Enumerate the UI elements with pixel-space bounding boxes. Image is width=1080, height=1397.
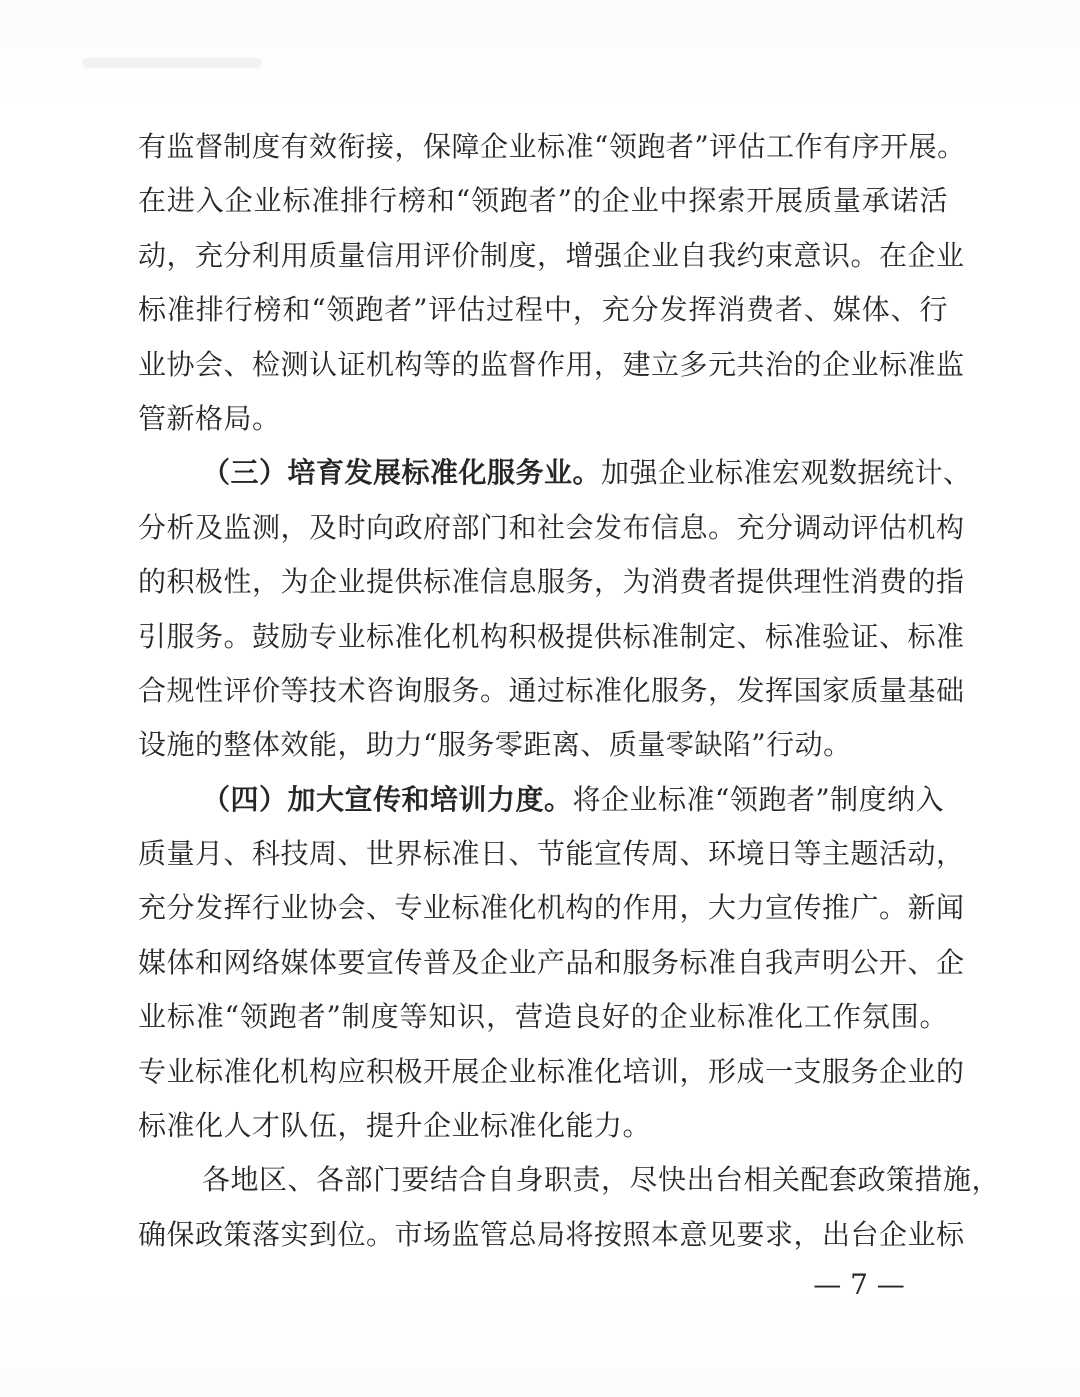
closing-second-line: 确保政策落实到位。市场监管总局将按照本意见要求，出台企业标 bbox=[138, 1217, 965, 1251]
body-text bbox=[138, 120, 1001, 1262]
paragraph-line: 标准化人才队伍，提升企业标准化能力。 bbox=[138, 1109, 652, 1143]
paragraph-line: 在进入企业标准排行榜和“领跑者”的企业中探索开展质量承诺活 bbox=[138, 184, 948, 218]
section-4-first-line bbox=[138, 773, 948, 827]
paragraph-line: 标准排行榜和“领跑者”评估过程中，充分发挥消费者、媒体、行 bbox=[138, 293, 948, 327]
page-number: — 7 — bbox=[813, 1268, 905, 1301]
paragraph-line: 充分发挥行业协会、专业标准化机构的作用，大力宣传推广。新闻 bbox=[138, 891, 965, 925]
paragraph-line: 分析及监测，及时向政府部门和社会发布信息。充分调动评估机构 bbox=[138, 510, 965, 544]
paragraph-line: 管新格局。 bbox=[138, 401, 281, 435]
paragraph-line: 媒体和网络媒体要宣传普及企业产品和服务标准自我声明公开、企 bbox=[138, 945, 965, 979]
paragraph-line: 动，充分利用质量信用评价制度，增强企业自我约束意识。在企业 bbox=[138, 238, 965, 272]
paragraph-line: 质量月、科技周、世界标准日、节能宣传周、环境日等主题活动， bbox=[138, 837, 965, 871]
section-3-heading: （三）培育发展标准化服务业。 bbox=[202, 456, 602, 490]
paragraph-line: 合规性评价等技术咨询服务。通过标准化服务，发挥国家质量基础 bbox=[138, 673, 965, 707]
section-3-first-line bbox=[138, 446, 972, 500]
paragraph-line: 专业标准化机构应积极开展企业标准化培训，形成一支服务企业的 bbox=[138, 1054, 965, 1088]
section-3-lead-text: 加强企业标准宏观数据统计、 bbox=[601, 456, 972, 490]
closing-first-line: 各地区、各部门要结合自身职责，尽快出台相关配套政策措施， bbox=[202, 1163, 1001, 1197]
paragraph-line: 业协会、检测认证机构等的监督作用，建立多元共治的企业标准监 bbox=[138, 347, 965, 381]
paragraph-line: 有监督制度有效衔接，保障企业标准“领跑者”评估工作有序开展。 bbox=[138, 130, 966, 163]
paragraph-line: 引服务。鼓励专业标准化机构积极提供标准制定、标准验证、标准 bbox=[138, 619, 965, 653]
scan-smudge bbox=[82, 58, 262, 68]
paragraph-line: 的积极性，为企业提供标准信息服务，为消费者提供理性消费的指 bbox=[138, 565, 965, 599]
section-4-heading: （四）加大宣传和培训力度。 bbox=[202, 782, 573, 816]
paragraph-line: 业标准“领跑者”制度等知识，营造良好的企业标准化工作氛围。 bbox=[138, 1000, 948, 1034]
section-4-lead-text: 将企业标准“领跑者”制度纳入 bbox=[572, 782, 945, 816]
paragraph-line: 设施的整体效能，助力“服务零距离、质量零缺陷”行动。 bbox=[138, 728, 852, 762]
